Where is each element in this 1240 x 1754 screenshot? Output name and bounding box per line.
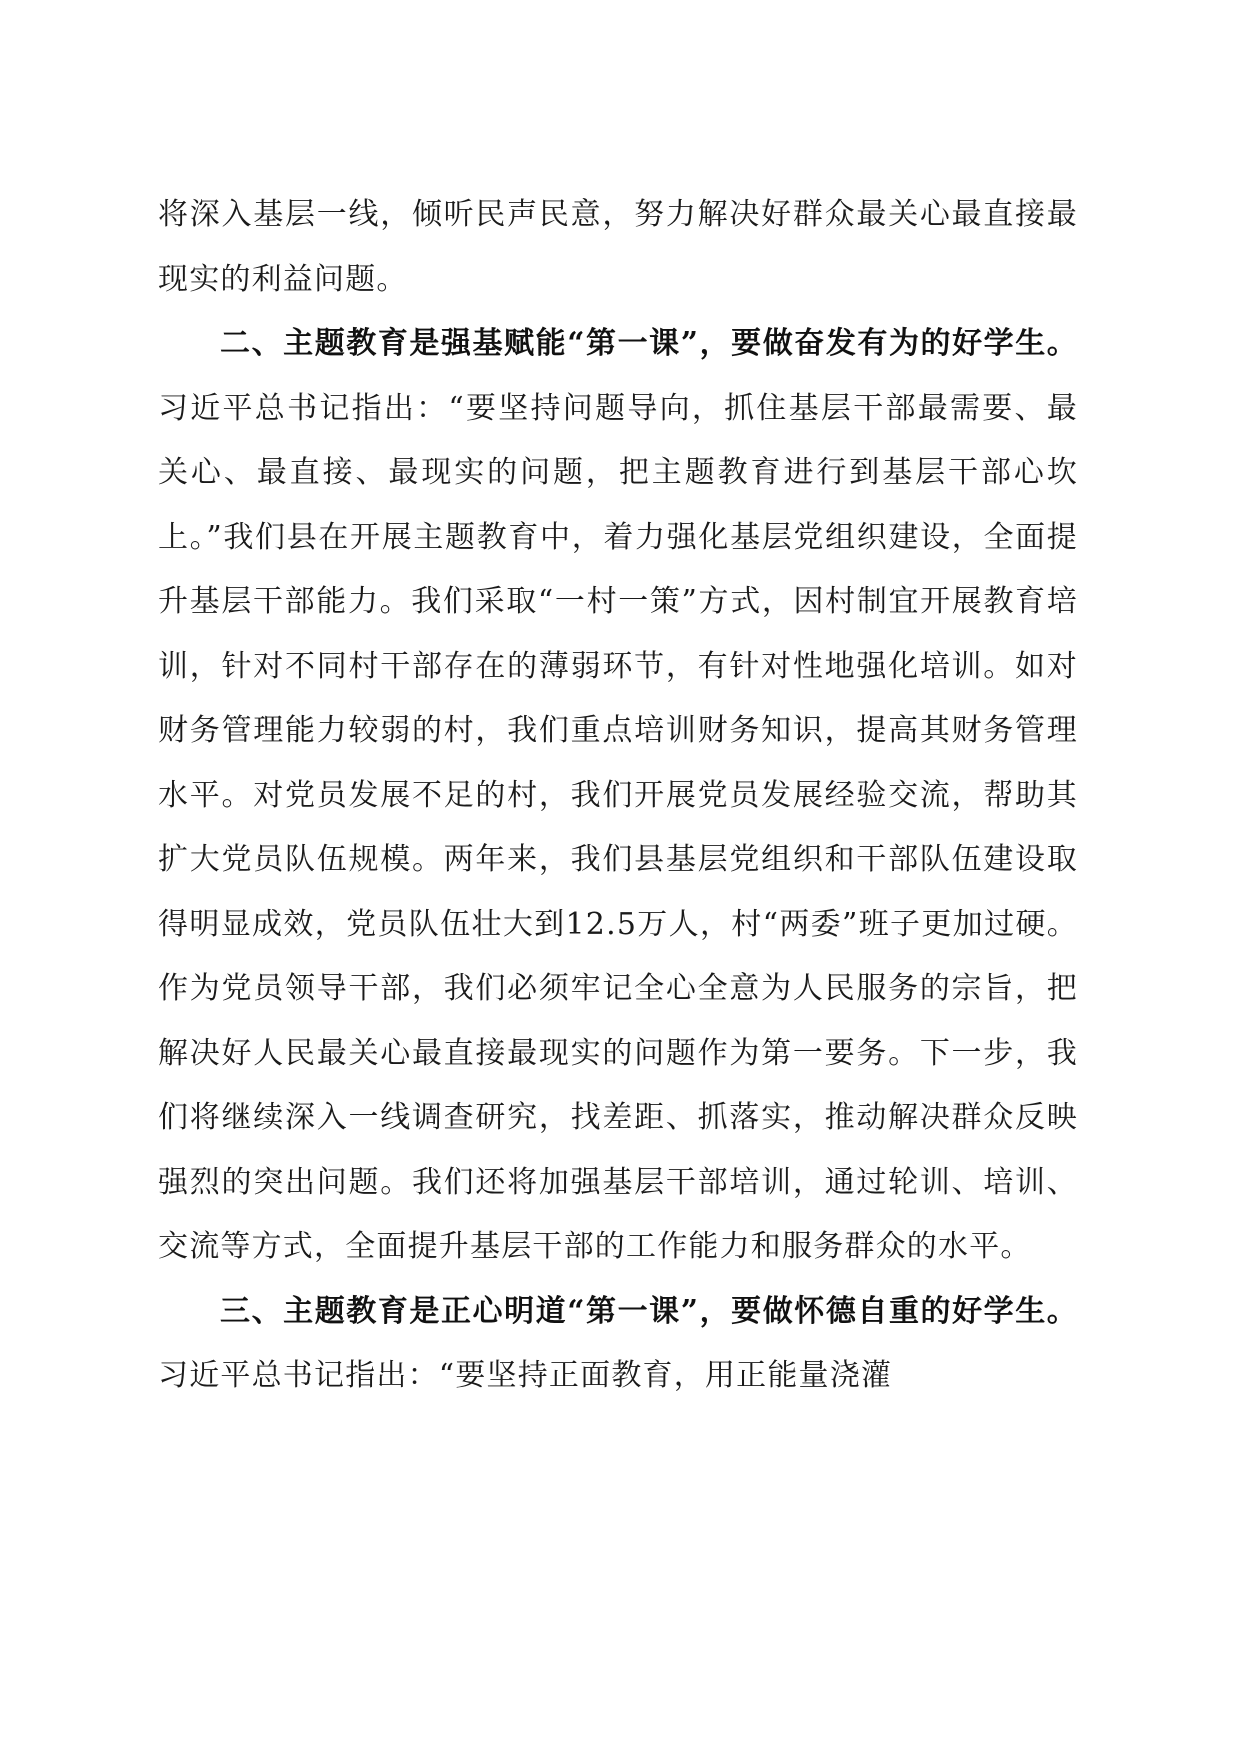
paragraph-body: 习近平总书记指出：“要坚持正面教育，用正能量浇灌 <box>158 1358 893 1393</box>
section-heading: 二、主题教育是强基赋能“第一课”，要做奋发有为的好学生。 <box>220 326 1078 361</box>
document-body <box>158 183 1078 1409</box>
paragraph-body: 习近平总书记指出：“要坚持问题导向，抓住基层干部最需要、最关心、最直接、最现实的问题，把主题教育进行到基层干部心坎上。”我们县在开展主题教育中，着力强化基层党组织建设，全面提升基层干部能力。我们采取“一村一策”方式，因村制宜开展教育培训，针对不同村干部存在的薄弱环节，有针对性地强化培训。如对财务管理能力较弱的村，我们重点培训财务知识，提高其财务管理水平。对党员发展不足的村，我们开展党员发展经验交流，帮助其扩大党员队伍规模。两年来，我们县基层党组织和干部队伍建设取得明显成效，党员队伍壮大到12.5万人，村“两委”班子更加过硬。作为党员领导干部，我们必须牢记全心全意为人民服务的宗旨，把解决好人民最关心最直接最现实的问题作为第一要务。下一步，我们将继续深入一线调查研究，找差距、抓落实，推动解决群众反映强烈的突出问题。我们还将加强基层干部培训，通过轮训、培训、交流等方式，全面提升基层干部的工作能力和服务群众的水平。 <box>158 390 1078 1264</box>
paragraph-section-two <box>158 312 1078 1280</box>
section-heading: 三、主题教育是正心明道“第一课”，要做怀德自重的好学生。 <box>220 1293 1078 1329</box>
paragraph-section-three <box>158 1280 1078 1409</box>
paragraph-continuation <box>158 183 1078 312</box>
paragraph-body: 将深入基层一线，倾听民声民意，努力解决好群众最关心最直接最现实的利益问题。 <box>158 197 1078 297</box>
